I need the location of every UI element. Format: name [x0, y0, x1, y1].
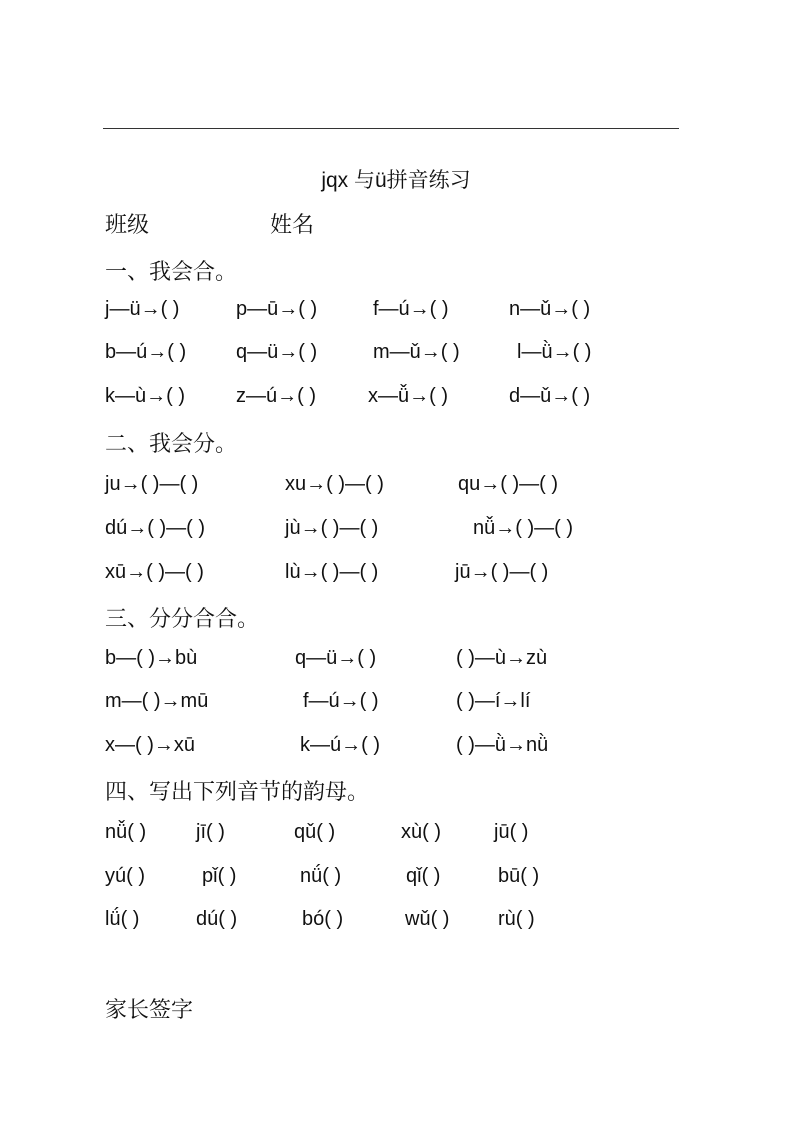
exercise-item: qǐ( ) — [406, 865, 441, 887]
exercise-item: k—ú→( ) — [300, 734, 380, 756]
exercise-item: rù( ) — [498, 908, 535, 930]
exercise-item: bó( ) — [302, 908, 344, 930]
section-2-heading: 二、我会分。 — [105, 432, 238, 457]
exercise-item: f—ú→( ) — [303, 690, 379, 712]
exercise-item: x—ǚ→( ) — [368, 385, 448, 407]
exercise-item: q—ü→( ) — [295, 647, 377, 669]
exercise-item: xù( ) — [401, 821, 441, 843]
exercise-item: qu→( )—( ) — [458, 473, 558, 495]
exercise-item: lù→( )—( ) — [285, 561, 379, 583]
exercise-item: jū→( )—( ) — [455, 561, 549, 583]
exercise-item: j—ü→( ) — [105, 298, 180, 320]
top-divider-line — [103, 128, 679, 129]
exercise-item: d—ǔ→( ) — [509, 385, 591, 407]
exercise-item: nǚ( ) — [105, 821, 147, 843]
exercise-item: ( )—ǜ→nǜ — [456, 734, 549, 756]
exercise-item: yú( ) — [105, 865, 145, 887]
exercise-item: n—ǔ→( ) — [509, 298, 591, 320]
exercise-item: b—ú→( ) — [105, 341, 187, 363]
exercise-item: q—ü→( ) — [236, 341, 318, 363]
exercise-item: bū( ) — [498, 865, 540, 887]
exercise-item: x—( )→xū — [105, 734, 195, 756]
exercise-item: xū→( )—( ) — [105, 561, 204, 583]
exercise-item: l—ǜ→( ) — [517, 341, 592, 363]
exercise-item: jù→( )—( ) — [285, 517, 379, 539]
exercise-item: dú→( )—( ) — [105, 517, 205, 539]
exercise-item: z—ú→( ) — [236, 385, 316, 407]
exercise-item: k—ù→( ) — [105, 385, 185, 407]
exercise-item: qǔ( ) — [294, 821, 336, 843]
name-label: 姓名 — [270, 213, 315, 238]
exercise-item: f—ú→( ) — [373, 298, 449, 320]
exercise-item: pǐ( ) — [202, 865, 237, 887]
exercise-item: xu→( )—( ) — [285, 473, 384, 495]
class-label: 班级 — [105, 213, 150, 238]
exercise-item: ( )—ù→zù — [456, 647, 548, 669]
exercise-item: ju→( )—( ) — [105, 473, 199, 495]
parent-signature-label: 家长签字 — [105, 998, 194, 1023]
section-3-heading: 三、分分合合。 — [105, 607, 260, 632]
exercise-item: ( )—í→lí — [456, 690, 531, 712]
exercise-item: jū( ) — [494, 821, 529, 843]
section-4-heading: 四、写出下列音节的韵母。 — [105, 780, 370, 805]
exercise-item: wǔ( ) — [405, 908, 450, 930]
exercise-item: m—( )→mū — [105, 690, 209, 712]
exercise-item: m—ǔ→( ) — [373, 341, 460, 363]
section-1-heading: 一、我会合。 — [105, 260, 238, 285]
exercise-item: lǘ( ) — [105, 908, 140, 930]
exercise-item: dú( ) — [196, 908, 238, 930]
exercise-item: b—( )→bù — [105, 647, 198, 669]
exercise-item: p—ū→( ) — [236, 298, 318, 320]
exercise-item: nǘ( ) — [300, 865, 342, 887]
exercise-item: nǚ→( )—( ) — [473, 517, 573, 539]
page-title: jqx 与ü拼音练习 — [321, 169, 471, 192]
exercise-item: jī( ) — [196, 821, 225, 843]
